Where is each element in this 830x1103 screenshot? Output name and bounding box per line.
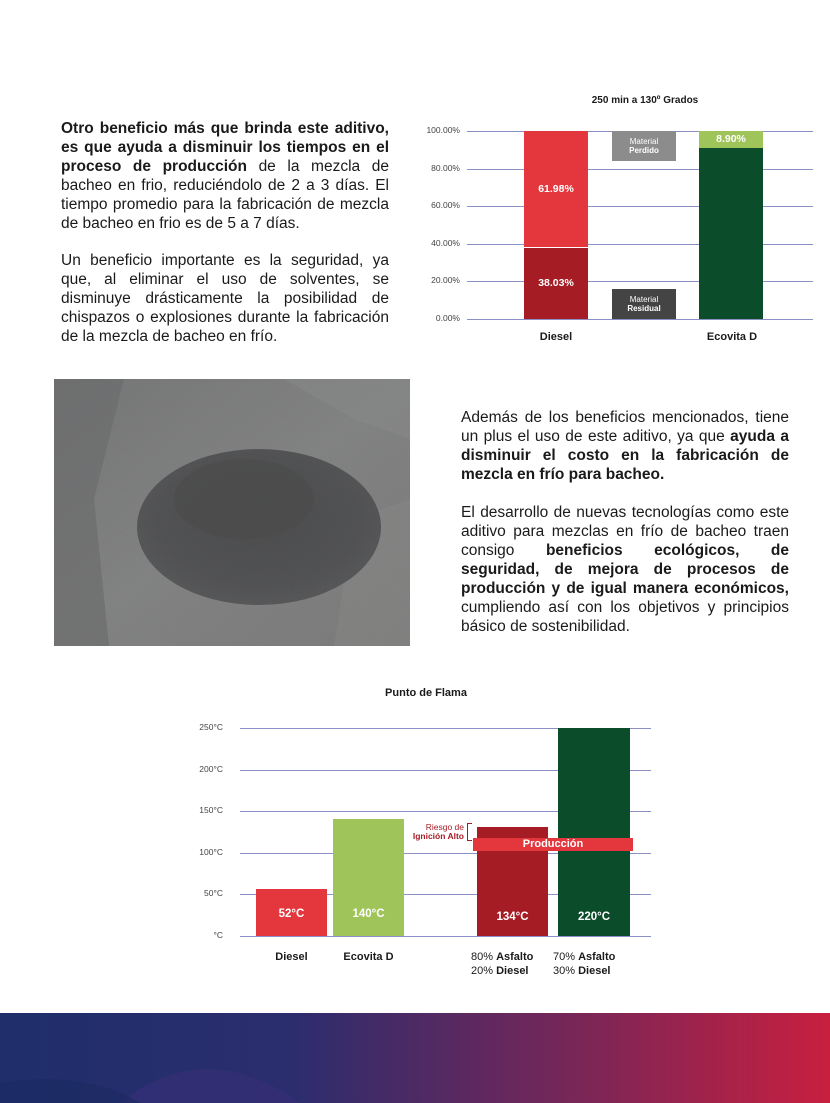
chart1-legend-residual [612,289,676,319]
chart2-ytick: °C [213,930,223,940]
xlabel-name: Ecovita D [343,951,394,963]
chart2-ytick: 150°C [199,805,223,816]
chart1-ytick: 100.00% [426,125,460,135]
chart2-bar-3 [558,728,630,936]
chart1-ytick: 40.00% [431,237,460,248]
xlabel-pct: 70% [553,951,579,963]
chart1-ytick: 60.00% [431,200,460,211]
chart2-ytick: 50°C [204,888,223,899]
chart2-xlabel-line2 [553,964,643,978]
footer-band [0,1013,830,1103]
chart2-ytick: 100°C [199,846,223,857]
paragraph-cost [461,408,789,484]
xlabel-pct: 30% [553,965,579,977]
paragraph-production-time [61,119,389,233]
paragraph-technology [461,503,789,636]
chart1-gridline [467,319,813,320]
ignition-risk-line1: Riesgo de [425,822,464,832]
chart1-ytick: 20.00% [431,275,460,286]
legend-perdido-line2: Perdido [629,146,659,155]
paragraph-safety: Un beneficio importante es la seguridad, ya que, al eliminar el uso de solventes, se disminuye drásticamente la posibilidad de chispazos o explosiones durante la fabricación de la mezcla de bacheo en frío. [61,252,389,345]
xlabel-name: Diesel [578,965,611,977]
chart2-xlabel-3 [553,950,643,978]
chart2-title: Punto de Flama [385,687,467,699]
chart2-ytick: 200°C [199,763,223,774]
chart1-title: 250 min a 130º Grados [591,95,699,106]
footer-wave [0,1013,830,1103]
legend-perdido-line1: Material [629,137,659,146]
chart2-xlabel-2 [471,950,561,978]
chart2-bar-label-3: 220°C [577,911,611,923]
asphalt-pile-photo [54,379,410,646]
chart2-xlabel-line2 [471,964,561,978]
paragraph-technology-a: El desarrollo de nuevas tecnologías como este aditivo para mezclas en frío de bacheo traen consigo [461,504,789,559]
paragraph-production-time-rest: de la mezcla de bacheo en frio, reduciéndolo de 2 a 3 días. El tiempo promedio para la fabricación de mezcla de bacheo en frio es de 5 a 7 días. [61,158,389,232]
asphalt-photo-illustration [54,379,410,646]
chart2-xlabel-1 [333,950,404,964]
xlabel-name: Diesel [496,965,529,977]
xlabel-name: Asfalto [496,951,534,963]
chart1-xlabel-ecovita: Ecovita D [706,331,758,343]
xlabel-name: Diesel [275,951,308,963]
chart2-xlabel-line1 [553,950,643,964]
chart2-bar-label-1: 140°C [352,908,385,920]
chart1-bar-label: 8.90% [716,133,746,145]
paragraph-cost-bold: ayuda a disminuir el costo en la fabricación de mezcla en frío para bacheo. [461,428,789,483]
chart1-bar-label: 38.03% [538,277,574,290]
ignition-risk-annotation [398,823,464,841]
chart2-bar-label-2: 134°C [496,911,529,923]
chart2-xlabel-line1 [333,950,404,964]
chart1-ytick: 0.00% [435,313,460,323]
paragraph-technology-c: cumpliendo así con los objetivos y principios básico de sostenibilidad. [461,599,789,635]
production-band-label: Producción [522,837,584,850]
chart1-xlabel-diesel: Diesel [539,331,573,343]
legend-residual-line1: Material [629,295,659,304]
chart1-bar-label: 61.98% [538,183,574,196]
chart1-ytick: 80.00% [431,162,460,173]
paragraph-production-time-bold: Otro beneficio más que brinda este aditivo, es que ayuda a disminuir los tiempos en el proceso de producción [61,120,389,175]
paragraph-technology-bold: beneficios ecológicos, de seguridad, de mejora de procesos de producción y de igual manera económicos, [461,542,790,597]
xlabel-name: Asfalto [578,951,616,963]
chart2-gridline [240,936,651,937]
chart1-legend-perdido [612,131,676,161]
chart2-xlabel-line1 [471,950,561,964]
legend-residual-line2: Residual [627,304,661,313]
chart2-bar-label-0: 52°C [278,908,305,920]
xlabel-pct: 20% [471,965,497,977]
chart2-ytick: 250°C [199,722,223,732]
chart2-xlabel-line1 [256,950,327,964]
chart2-xlabel-0 [256,950,327,964]
ignition-risk-bracket [467,823,472,841]
paragraph-cost-a: Además de los beneficios mencionados, tiene un plus el uso de este aditivo, ya que [461,409,789,445]
ignition-risk-line2: Ignición Alto [412,831,464,841]
production-band [473,838,633,851]
xlabel-pct: 80% [471,951,497,963]
chart1-bar-ecovita-residual [699,148,763,319]
